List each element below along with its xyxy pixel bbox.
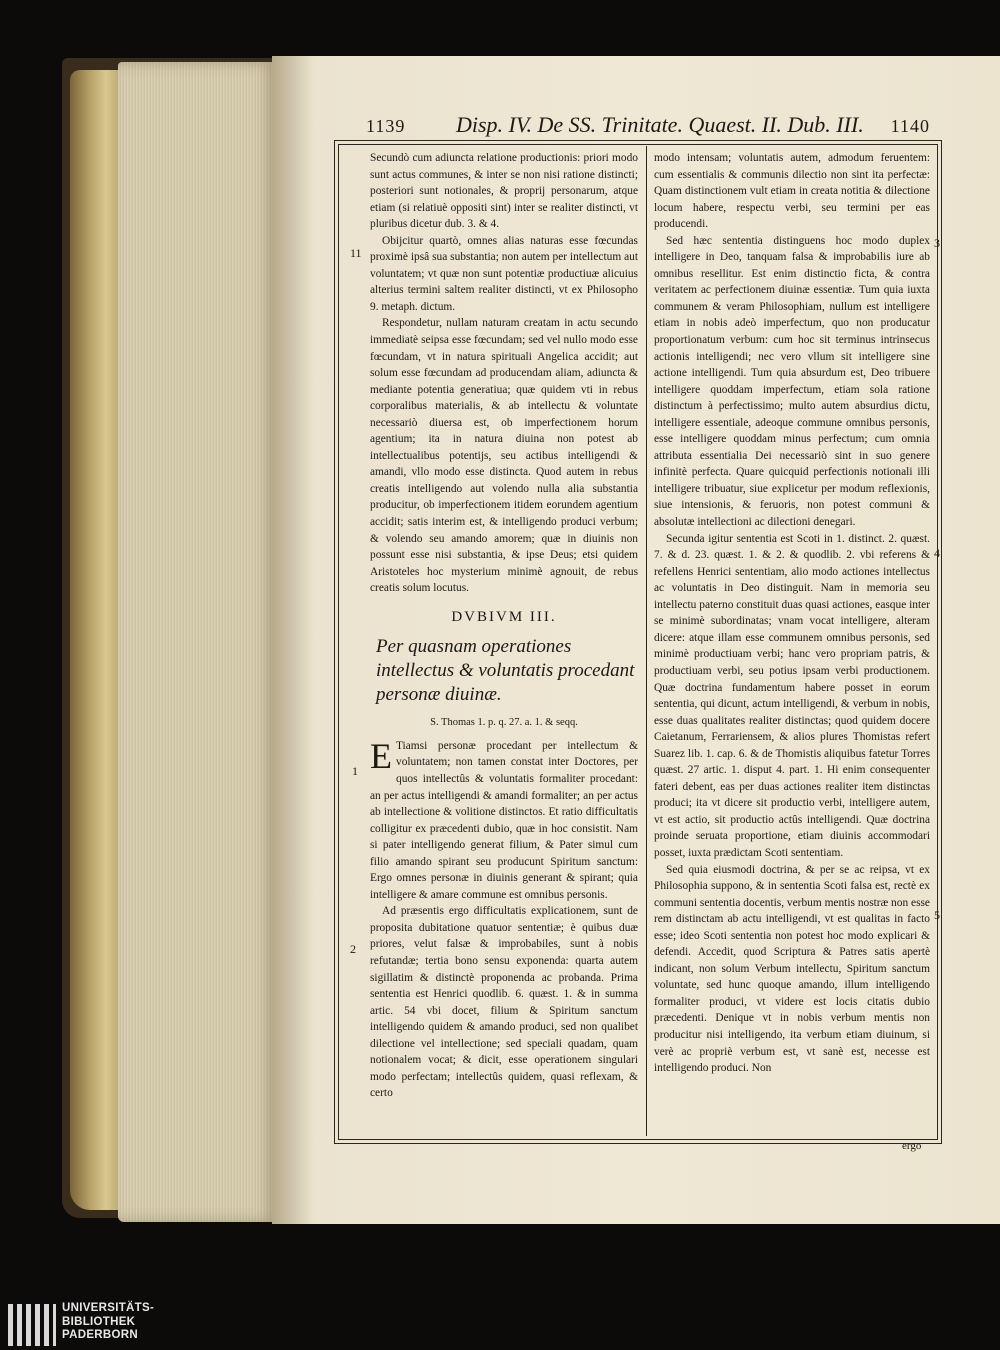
paragraph: Ad præsentis ergo difficultatis explicationem, sunt de proposita dubitatione quatuor sententiæ; è quibus duæ priores, velut falsæ & improbabiles, sunt à nobis refutandæ; tertia bono sensu exponenda: quarta autem sigillatim & distinctè proponenda ac probanda. Prima sententia est Henrici quodlib. 6. quæst. 1. & in summa artic. 54 vbi docet, filium & Spiritum sanctum intelligendo quidem & amando produci, sed non qualibet dilectione vel intellectione; sed speciali quadam, quam notionalem vocat; & dicit, esse operationem singulari modo perfectam; intellectûs quidem, quasi reflexam, & certo [370,905,638,1100]
page-edges [118,62,278,1222]
library-logo-text [62,1302,154,1343]
library-logo-icon [8,1304,56,1346]
logo-line: PADERBORN [62,1329,138,1341]
paragraph: modo intensam; voluntatis autem, admodum feruentem: cum essentialis & communis dilectio non sint ita perfectæ: Quam distinctionem vult etiam in creata notitia & dilectione locum habere, respectu verbi, seu termini per eas producendi. [654,152,930,231]
paragraph-with-drop-cap [370,735,638,903]
paragraph: Secunda igitur sententia est Scoti in 1. distinct. 2. quæst. 7. & d. 23. quæst. 1. & 2. & quodlib. 2. vbi referens & refellens Henrici sententiam, alio modo actiones intellectus ac voluntatis in Deo distinguit. Nam in memoria seu intellectu paterno constituit duas quasi actiones, easque inter se minimè subordinatas; vnam vocat intelligere, alteram dicere: atque illam esse communem omnibus personis, sed minimè productiuam verbi; hanc vero propriam patris, & productiuam verbi, seu potius ipsam verbi productionem. Quæ doctrina fundamentum habere posset in eorum sententia, qui dicunt, actum intelligendi, & verbum in nobis, esse duas qualitates realiter distinctas; quod quidem docere Caietanum, Ferrariensem, & alios plures Thomistas refert Suarez lib. 1. cap. 6. & de Thomistis aliquibus fatetur Torres quæst. 27 artic. 1. disput 4. part. 1. Hi enim consequenter fateri debent, eas per duas actiones realiter item distinctas produci; ita vt dicere sit productio verbi, intelligere autem, vt est actio, sit productio actûs intelligendi. Quæ doctrina proinde seruata proportione, etiam diuinis accommodari posset, iuxta prædictam Scoti sententiam. [654,532,930,859]
paragraph-text: Tiamsi personæ procedant per intellectum & voluntatem; non tamen constat inter Doctores, per quos intellectûs & voluntatis formaliter procedant: an per actus intelligendi & amandi formaliter; an per actus ab intellectione & volitione distinctos. Et ratio difficultatis colligitur ex præcedenti dubio, quæ in hoc consistit. Nam si pater intelligendo generat filium, & Pater simul cum filio amando spirant seu producunt Spiritum sanctum: Ergo omnes personæ in diuinis generant & spirant; quia intelligere & amare commune est omnibus personis. [370,739,638,901]
column-rule [646,146,647,1136]
catchword: ergo [902,1140,922,1152]
dubium-label: DVBIVM III. [451,608,557,625]
margin-number: 1 [352,764,358,778]
margin-number: 5 [934,908,940,922]
page-number-right: 1140 [890,116,930,136]
logo-line: UNIVERSITÄTS- [62,1302,155,1314]
paragraph: Obijcitur quartò, omnes alias naturas esse fœcundas proximè ipsâ sua substantia; non autem per intellectum aut voluntatem; vt quæ non sunt potentiæ productiuæ alicuius alterius termini saltem realiter distincti, vt ex Philosopho 9. metaph. dictum. [370,234,638,313]
margin-number: 4 [934,546,940,560]
running-title: Disp. IV. De SS. Trinitate. Quaest. II. Dub. III. [456,112,864,137]
margin-number: 11 [350,246,362,260]
margin-number: 3 [934,236,940,250]
left-column [370,150,638,1102]
drop-cap: E [370,735,392,776]
paragraph: Sed hæc sententia distinguens hoc modo duplex intelligere in Deo, tanquam falsa & improbabilis iure ab omnibus resellitur. Est enim distinctio ficta, & contra veritatem ac perfectionem diuinæ essentiæ. Tum quia iuxta communem & veram Philosophiam, nullum est intelligere etiam in nobis adeò imperfectum, quo non producatur proportionatum verbum: cum hoc sit terminus intrinsecus actionis intelligendi; nec vero vllum sit intelligere sine actione intelligendi. Tum quia absurdum est, Deo tribuere intelligere quoddam imperfectum, etiam sola ratione distinctum à perfectissimo; multo autem absurdius dictu, intelligere essentiale, adeoque commune omnibus personis, esse intelligere quoddam minus perfectum; cum omnia attributa essentialia Dei necessariò sint in suo genere infinitè perfecta. Quare quicquid perfectionis notionali illi intelligere tribuatur, siue explicetur per modum reflexionis, siue intensionis, & feruoris, non potest communi & absolutæ intellectioni ac dilectioni denegari. [654,234,930,529]
reference-line: S. Thomas 1. p. q. 27. a. 1. & seqq. [430,717,578,729]
running-header [338,112,936,144]
paragraph: Secundò cum adiuncta relatione productionis: priori modo sunt actus communes, & inter se non nisi ratione distincti; posteriori sunt notionales, & proprij personarum, atque etiam (si relatiuè oppositi sint) inter se realiter distincti, vt pluribus dicetur dub. 3. & 4. [370,152,638,231]
margin-number: 2 [350,942,356,956]
gutter-shadow [272,56,312,1224]
dubium-title: Per quasnam operationes intellectus & voluntatis procedant personæ diuinæ. [376,636,635,706]
logo-line: BIBLIOTHEK [62,1315,136,1328]
right-column [654,150,930,1077]
paragraph: Sed quia eiusmodi doctrina, & per se ac reipsa, vt ex Philosophia suppono, & in sententia Scoti falsa est, rectè ex communi sententia docentis, verbum mentis nostræ non esse rem distinctam ab actu intelligendi, vt est qualitas in facto esse; ideo Scoti sententia non potest hoc modo explicari & defendi. Accedit, quod Scriptura & Patres satis apertè indicant, non solum Verbum intellectu, Spiritum sanctum voluntate, sed hunc quoque amando, illum intelligendo formaliter produci, vt videre est locis citatis dubio præcedenti. Denique vt in nobis verbum mentis non producitur nisi intelligendo, ita verbum etiam diuinum, si verè ac propriè verbum est, vt sanè est, necesse est intelligendo produci. Non [654,863,930,1075]
paragraph: Respondetur, nullam naturam creatam in actu secundo immediatè seipsa esse fœcundam; sed vel nullo modo esse fœcundam, vt in natura spirituali Angelica accidit; aut solum esse fœcundam ad producendam aliam, adiuncta & mediante potentia generatiua; quæ quidem vti in rebus corporalibus materialis, & ab intellectu & voluntate necessariò diuersa est, ob imperfectionem horum agentium; ita in natura diuina non potest ab intellectualibus potentijs, seu actibus intelligendi & amandi, vllo modo esse distincta. Quod autem in rebus creatis intelligendo aut volendo nulla alia substantia producitur, ob imperfectionem itidem eorundem agentium accidit; satis interim est, & intelligendo produci verbum; & volendo seu amando amorem; quæ in diuinis non possunt esse nisi substantia, & ipse Deus; etsi quidem Aristoteles hoc mysterium minimè agnouit, de rebus creatis solum locutus. [370,317,638,595]
page-number-left: 1139 [366,116,406,136]
